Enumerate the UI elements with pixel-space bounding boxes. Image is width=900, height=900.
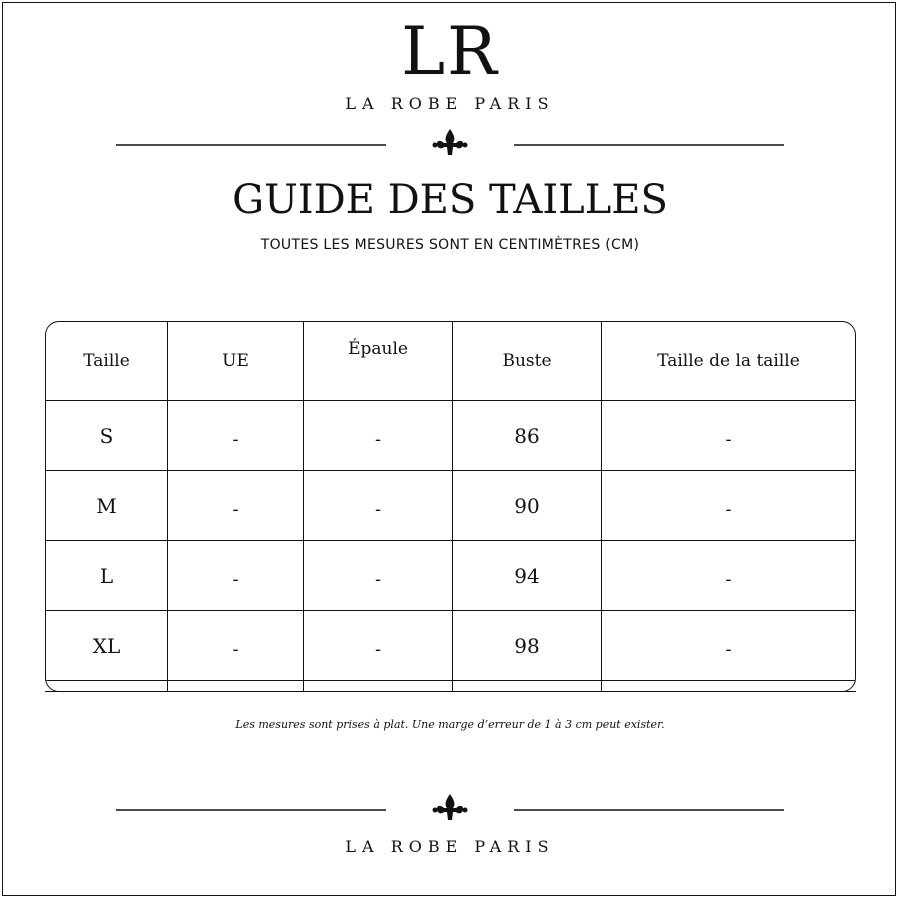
size-cell: XL [46, 611, 168, 681]
column-header-size: Taille [46, 322, 168, 401]
shoulder-cell: - [304, 471, 453, 541]
column-header-bust: Buste [453, 322, 602, 401]
brand-name-footer: LA ROBE PARIS [345, 837, 555, 856]
page-title: GUIDE DES TAILLES [232, 177, 668, 223]
eu-cell: - [168, 401, 304, 471]
waist-cell: - [602, 471, 856, 541]
shoulder-cell: - [304, 611, 453, 681]
bust-cell: 94 [453, 541, 602, 611]
waist-cell: - [602, 401, 856, 471]
shoulder-cell: - [304, 401, 453, 471]
bust-cell: 98 [453, 611, 602, 681]
eu-cell: - [168, 541, 304, 611]
waist-cell: - [602, 611, 856, 681]
eu-cell: - [168, 611, 304, 681]
size-cell: M [46, 471, 168, 541]
units-subtitle: TOUTES LES MESURES SONT EN CENTIMÈTRES (CM) [260, 237, 640, 253]
fleur-de-lis-icon [433, 794, 468, 820]
column-header-shoulder: Épaule [304, 322, 453, 401]
shoulder-cell: - [304, 541, 453, 611]
brand-monogram-logo: LR [401, 13, 499, 90]
size-cell: S [46, 401, 168, 471]
measurement-footnote: Les mesures sont prises à plat. Une marge d’erreur de 1 à 3 cm peut exister. [235, 718, 665, 731]
column-header-waist: Taille de la taille [602, 322, 856, 401]
bust-cell: 90 [453, 471, 602, 541]
size-cell: L [46, 541, 168, 611]
waist-cell: - [602, 541, 856, 611]
column-header-eu: UE [168, 322, 304, 401]
eu-cell: - [168, 471, 304, 541]
bust-cell: 86 [453, 401, 602, 471]
brand-name-header: LA ROBE PARIS [345, 94, 555, 113]
